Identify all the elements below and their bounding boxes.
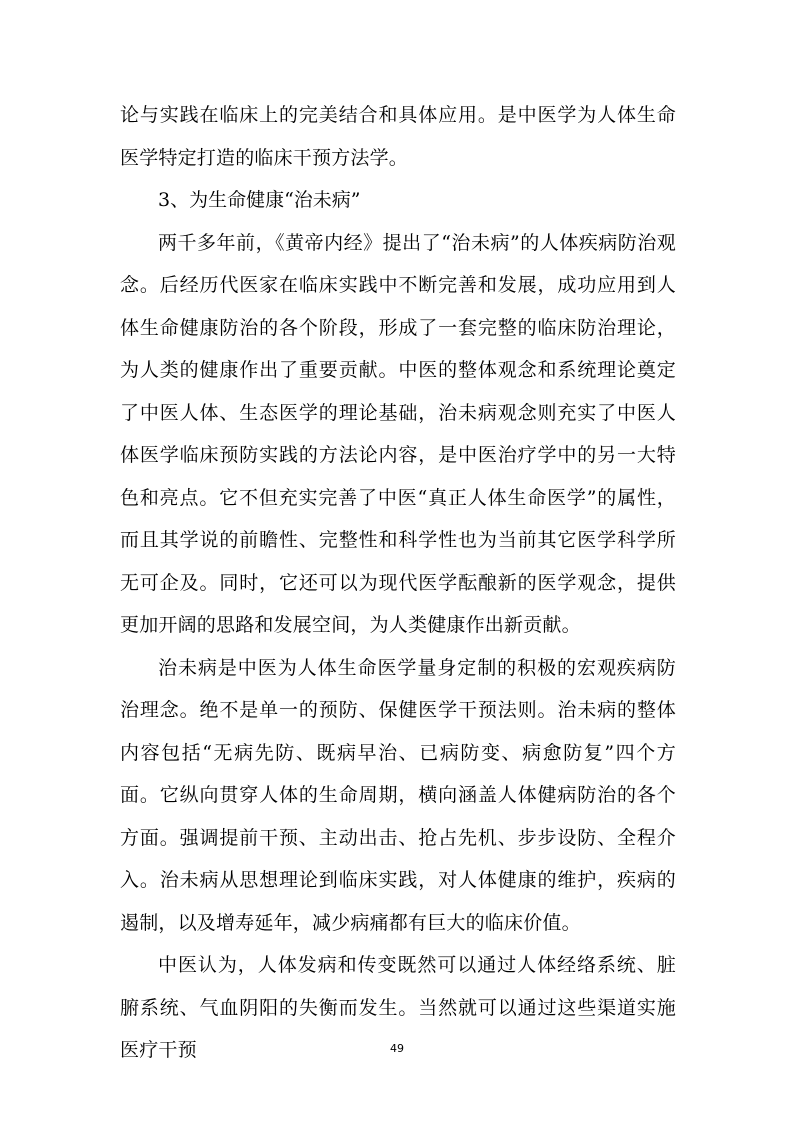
section-heading: 3、为生命健康“治未病” [158,189,361,211]
paragraph-concept: 治未病是中医为人体生命医学量身定制的积极的宏观疾病防治理念。绝不是单一的预防、保健医学干预法则。治未病的整体内容包括“无病先防、既病早治、已病防变、病愈防复”四个方面。它纵向贯穿人体的生命周期，横向涵盖人体健病防治的各个方面。强调提前干预、主动出击、抢占先机、步步设防、全程介入。治未病从思想理论到临床实践，对人体健康的维护，疾病的遏制，以及增寿延年，减少病痛都有巨大的临床价值。 [120,656,676,934]
paragraph-history: 两千多年前，《黄帝内经》提出了“治未病”的人体疾病防治观念。后经历代医家在临床实践中不断完善和发展，成功应用到人体生命健康防治的各个阶段，形成了一套完整的临床防治理论，为人类的健康作出了重要贡献。中医的整体观念和系统理论奠定了中医人体、生态医学的理论基础，治未病观念则充实了中医人体医学临床预防实践的方法论内容，是中医治疗学中的另一大特色和亮点。它不但充实完善了中医“真正人体生命医学”的属性，而且其学说的前瞻性、完整性和科学性也为当前其它医学科学所无可企及。同时，它还可以为现代医学酝酿新的医学观念，提供更加开阔的思路和发展空间，为人类健康作出新贡献。 [120,231,676,636]
page-number: 49 [390,1042,404,1055]
paragraph-intervention: 中医认为，人体发病和传变既然可以通过人体经络系统、脏腑系统、气血阴阳的失衡而发生。当然就可以通过这些渠道实施医疗干预 [120,954,676,1061]
paragraph-continuation: 论与实践在临床上的完美结合和具体应用。是中医学为人体生命医学特定打造的临床干预方法学。 [120,104,676,169]
body-text [120,94,676,1072]
